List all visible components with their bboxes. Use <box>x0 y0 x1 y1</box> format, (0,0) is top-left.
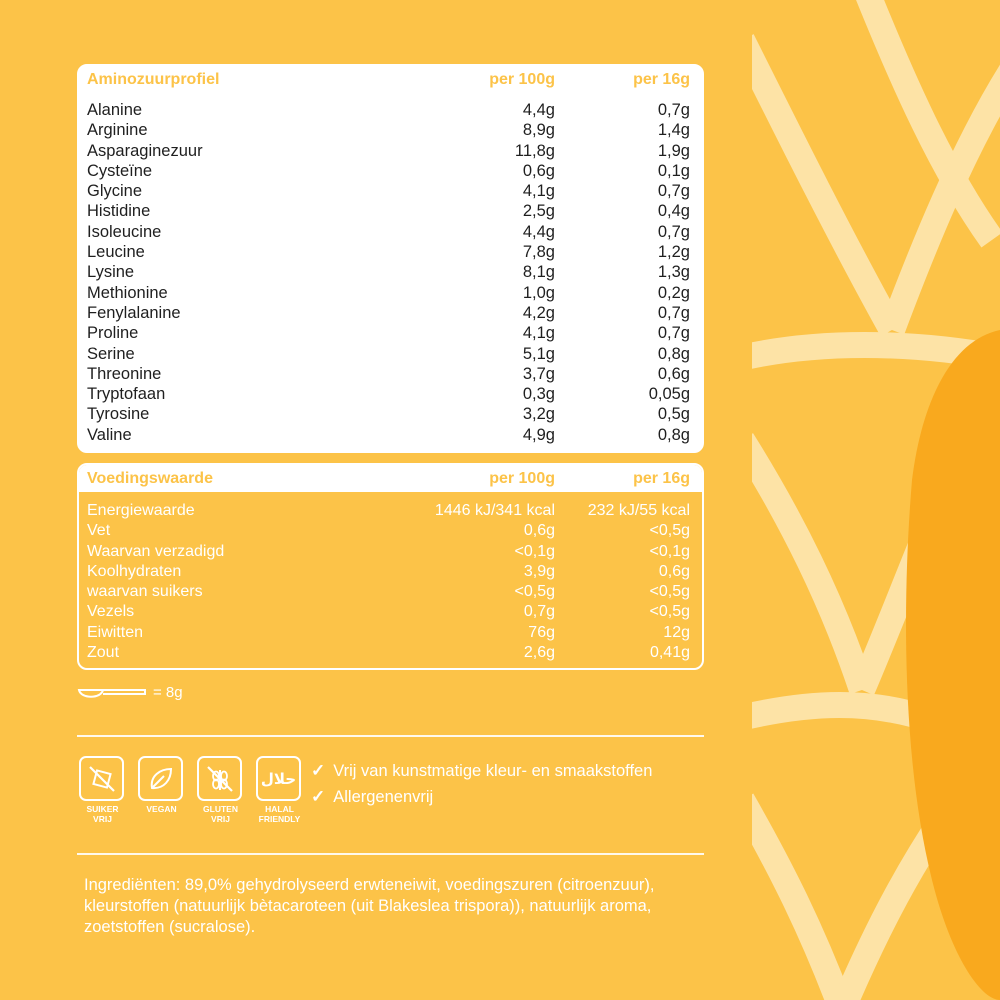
amino-row-per-100g: 0,3g <box>522 385 555 404</box>
amino-row <box>79 161 702 181</box>
amino-row-per-16g: 0,6g <box>657 364 690 383</box>
nutrition-row <box>79 623 702 643</box>
nutrition-row-per-100g: 0,7g <box>523 603 555 621</box>
amino-row-per-100g: 4,9g <box>522 425 555 444</box>
amino-header-per-100g: per 100g <box>489 70 555 88</box>
amino-row-name: Lysine <box>87 263 135 282</box>
badge-label: VEGAN <box>146 804 177 814</box>
amino-row-per-100g: 11,8g <box>514 141 555 160</box>
amino-row-per-100g: 7,8g <box>522 243 555 262</box>
nutrition-row <box>79 501 702 521</box>
nutrition-row <box>79 602 702 622</box>
claim-item <box>311 784 652 810</box>
amino-row-per-100g: 0,6g <box>522 161 555 180</box>
amino-row-per-16g: 0,2g <box>657 283 690 302</box>
amino-row-per-16g: 0,1g <box>657 161 690 180</box>
badge-row <box>79 756 303 824</box>
amino-row <box>79 242 702 262</box>
ingredients-text: Ingrediënten: 89,0% gehydrolyseerd erwteneiwit, voedingszuren (citroenzuur), kleurstoffen (natuurlijk bètacaroteen (uit Blakeslea trispora)), natuurlijk aroma, zoetstoffen (sucralose). <box>84 876 655 936</box>
nutrition-header-per-16g: per 16g <box>633 469 690 487</box>
amino-row-per-100g: 3,7g <box>522 364 555 383</box>
amino-row-name: Cysteïne <box>87 161 153 180</box>
check-icon: ✓ <box>311 761 326 780</box>
nutrition-row-per-16g: <0,5g <box>649 522 690 540</box>
nutrition-row-per-16g: 12g <box>663 623 690 641</box>
nutrition-row <box>79 542 702 562</box>
gluten-free-icon <box>205 764 235 794</box>
amino-row-per-100g: 8,9g <box>522 121 555 140</box>
nutrition-row-per-16g: <0,5g <box>649 603 690 621</box>
vegan-leaf-icon <box>146 764 176 794</box>
nutrition-table-header <box>79 465 702 492</box>
amino-row-per-16g: 0,5g <box>657 405 690 424</box>
badge-label: SUIKER VRIJ <box>86 804 119 824</box>
amino-row <box>79 181 702 201</box>
decorative-pattern <box>752 0 1000 1000</box>
scoop-icon <box>77 685 147 701</box>
nutrition-row-per-100g: <0,5g <box>514 583 555 601</box>
amino-row <box>79 100 702 120</box>
badge-gluten-free <box>197 756 244 824</box>
scoop-size <box>77 684 183 701</box>
nutrition-row-per-100g: 76g <box>528 623 555 641</box>
amino-row <box>79 384 702 404</box>
badge-vegan <box>138 756 185 824</box>
scoop-label: = 8g <box>153 684 183 701</box>
amino-row-per-100g: 2,5g <box>522 202 555 221</box>
amino-row-name: Asparaginezuur <box>87 141 203 160</box>
nutrition-row-per-100g: 3,9g <box>523 562 555 580</box>
amino-row-name: Fenylalanine <box>87 303 181 322</box>
amino-row-per-100g: 4,4g <box>522 222 555 241</box>
nutrition-row <box>79 582 702 602</box>
amino-row-per-16g: 1,2g <box>657 243 690 262</box>
nutrition-row-name: Waarvan verzadigd <box>87 542 225 560</box>
amino-row-per-100g: 4,1g <box>522 324 555 343</box>
amino-table-header <box>79 66 702 93</box>
nutrition-row <box>79 562 702 582</box>
amino-row-name: Methionine <box>87 283 168 302</box>
claims-list <box>311 758 652 810</box>
amino-row-per-16g: 0,7g <box>657 182 690 201</box>
badge-sugar-free <box>79 756 126 824</box>
amino-row <box>79 201 702 221</box>
amino-row-per-100g: 3,2g <box>522 405 555 424</box>
amino-row-name: Glycine <box>87 182 143 201</box>
nutrition-row-name: waarvan suikers <box>87 583 203 601</box>
divider <box>77 853 704 855</box>
amino-row <box>79 303 702 323</box>
amino-table-body <box>79 93 702 451</box>
nutrition-row-per-100g: 1446 kJ/341 kcal <box>434 502 555 519</box>
amino-row-per-100g: 8,1g <box>522 263 555 282</box>
amino-row <box>79 141 702 161</box>
amino-row <box>79 120 702 140</box>
nutrition-header-per-100g: per 100g <box>489 469 555 487</box>
nutrition-table-body <box>79 492 702 668</box>
amino-row-name: Serine <box>87 344 135 363</box>
amino-row-per-16g: 0,05g <box>648 385 690 404</box>
amino-row-name: Proline <box>87 324 139 343</box>
claim-item <box>311 758 652 784</box>
divider <box>77 735 704 737</box>
nutrition-row-per-16g: 0,6g <box>658 562 690 580</box>
amino-row-per-16g: 0,8g <box>657 344 690 363</box>
amino-row-name: Leucine <box>87 243 145 262</box>
amino-row-name: Threonine <box>87 364 162 383</box>
nutrition-row-name: Vezels <box>87 603 135 621</box>
check-icon: ✓ <box>311 787 326 806</box>
nutrition-table <box>77 463 704 670</box>
nutrition-row-per-100g: <0,1g <box>514 542 555 560</box>
amino-row-per-16g: 1,3g <box>657 263 690 282</box>
halal-icon: حلال <box>260 769 297 788</box>
amino-row-per-100g: 5,1g <box>522 344 555 363</box>
amino-row <box>79 404 702 424</box>
amino-row <box>79 283 702 303</box>
amino-acid-table <box>77 64 704 453</box>
amino-row-name: Tryptofaan <box>87 385 166 404</box>
amino-header-name: Aminozuurprofiel <box>87 70 220 88</box>
sugar-free-icon <box>87 764 117 794</box>
badge-label: HALAL FRIENDLY <box>258 804 301 824</box>
amino-row-per-16g: 0,8g <box>657 425 690 444</box>
nutrition-row-per-100g: 0,6g <box>523 522 555 540</box>
badge-label: GLUTEN VRIJ <box>203 804 238 824</box>
amino-row-per-100g: 4,2g <box>522 303 555 322</box>
nutrition-row <box>79 521 702 541</box>
nutrition-row-name: Zout <box>87 644 120 662</box>
nutrition-row <box>79 643 702 663</box>
nutrition-row-per-16g: <0,1g <box>649 542 690 560</box>
amino-row <box>79 262 702 282</box>
amino-row <box>79 364 702 384</box>
amino-row <box>79 344 702 364</box>
amino-row-per-100g: 1,0g <box>522 283 555 302</box>
amino-row-name: Alanine <box>87 101 143 119</box>
nutrition-row-per-16g: 0,41g <box>649 644 690 662</box>
amino-row-per-16g: 0,7g <box>657 101 690 119</box>
claim-text: Vrij van kunstmatige kleur- en smaakstoffen <box>333 761 653 780</box>
amino-row-per-16g: 1,4g <box>657 121 690 140</box>
amino-row-per-16g: 0,7g <box>657 324 690 343</box>
nutrition-row-name: Koolhydraten <box>87 562 182 580</box>
claim-text: Allergenenvrij <box>333 787 434 806</box>
nutrition-header-name: Voedingswaarde <box>87 469 213 487</box>
amino-row-name: Isoleucine <box>87 222 162 241</box>
amino-row-name: Histidine <box>87 202 151 221</box>
nutrition-row-per-16g: 232 kJ/55 kcal <box>587 502 690 519</box>
nutrition-row-name: Vet <box>87 522 111 540</box>
amino-row-per-16g: 0,7g <box>657 222 690 241</box>
amino-row-name: Tyrosine <box>87 405 150 424</box>
amino-row-per-100g: 4,1g <box>522 182 555 201</box>
amino-row <box>79 425 702 445</box>
amino-row <box>79 323 702 343</box>
nutrition-row-name: Energiewaarde <box>87 502 195 519</box>
amino-row-name: Arginine <box>87 121 148 140</box>
badge-halal <box>256 756 303 824</box>
amino-row-per-16g: 0,4g <box>657 202 690 221</box>
amino-row-per-100g: 4,4g <box>522 101 555 119</box>
nutrition-row-per-16g: <0,5g <box>649 583 690 601</box>
nutrition-row-per-100g: 2,6g <box>523 644 555 662</box>
nutrition-row-name: Eiwitten <box>87 623 144 641</box>
amino-row <box>79 222 702 242</box>
amino-row-name: Valine <box>87 425 132 444</box>
amino-row-per-16g: 0,7g <box>657 303 690 322</box>
amino-row-per-16g: 1,9g <box>657 141 690 160</box>
amino-header-per-16g: per 16g <box>633 70 690 88</box>
